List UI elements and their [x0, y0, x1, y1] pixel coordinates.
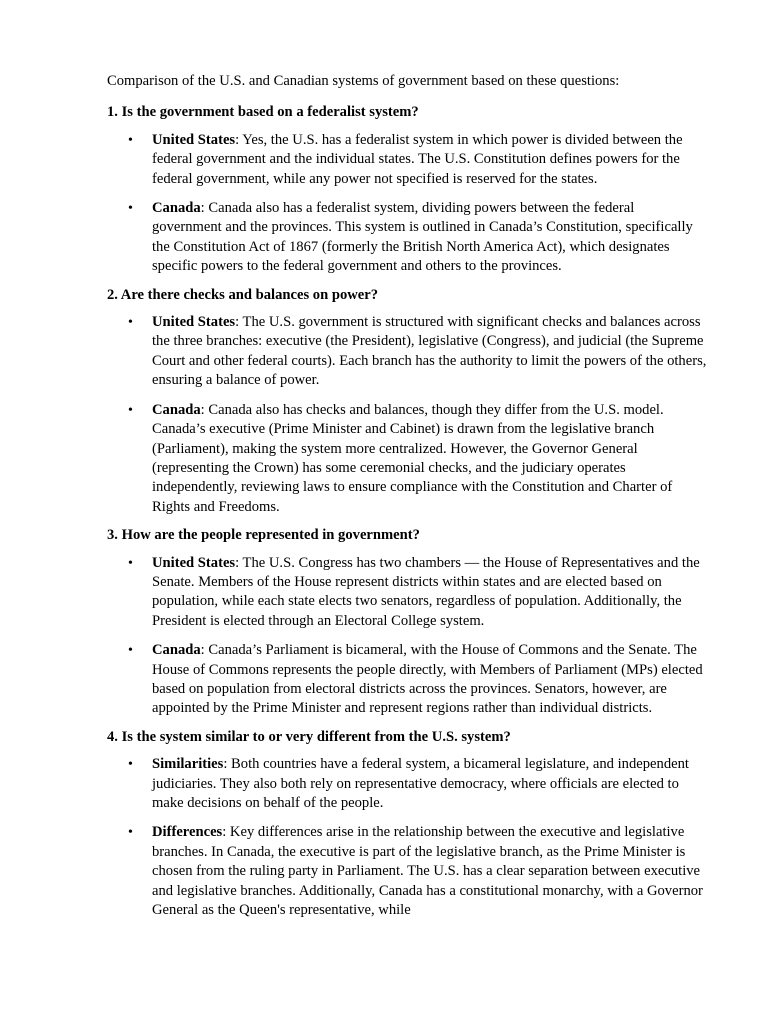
- item-text: : Canada also has checks and balances, though they differ from the U.S. model. Canada’s executive (Prime Minister and Cabinet) is drawn from the legislative branch (Parliament), making the system more centralized. However, the Governor General (representing the Crown) has some ceremonial checks, and the judiciary operates independently, reviewing laws to ensure compliance with the Constitution and Charter of Rights and Freedoms.: [152, 401, 673, 515]
- item-text: : Canada’s Parliament is bicameral, with the House of Commons and the Senate. The House of Commons represents the people directly, with Members of Parliament (MPs) elected based on population from electoral districts across the provinces. Senators, however, are appointed by the Prime Minister and represent regions rather than individual districts.: [152, 642, 703, 717]
- item-text: : Key differences arise in the relationship between the executive and legislative branches. In Canada, the executive is part of the legislative branch, as the Prime Minister is chosen from the ruling party in Parliament. The U.S. has a clear separation between executive and legislative branches. Additionally, Canada has a constitutional monarchy, with a Governor General as the Queen's representative, while: [152, 824, 703, 919]
- item-term: Canada: [152, 401, 201, 418]
- bullet-icon: •: [128, 757, 133, 773]
- answer-list: [107, 313, 707, 517]
- item-text: : Canada also has a federalist system, dividing powers between the federal government and the provinces. This system is outlined in Canada’s Constitution, specifically the Constitution Act of 1867 (formerly the British North America Act), which designates specific powers to the federal government and others to the provinces.: [152, 200, 693, 275]
- question-heading: 2. Are there checks and balances on power?: [107, 286, 379, 303]
- document-page: [107, 72, 707, 929]
- item-term: Canada: [152, 642, 201, 659]
- item-term: Differences: [152, 824, 223, 841]
- bullet-icon: •: [128, 315, 133, 331]
- bullet-icon: •: [128, 825, 133, 841]
- list-item: [107, 313, 707, 391]
- item-term: United States: [152, 131, 236, 148]
- intro-paragraph: Comparison of the U.S. and Canadian systems of government based on these questions:: [107, 73, 620, 89]
- list-item: [107, 131, 707, 189]
- answer-list: [107, 131, 707, 277]
- section-representation: [107, 526, 707, 719]
- list-item: [107, 641, 707, 719]
- question-heading: 1. Is the government based on a federalist system?: [107, 104, 419, 121]
- item-text: : Yes, the U.S. has a federalist system in which power is divided between the federal government and the individual states. The U.S. Constitution defines powers for the federal government, while any power not specified is reserved for the states.: [152, 131, 683, 187]
- bullet-icon: •: [128, 201, 133, 217]
- item-term: Similarities: [152, 756, 224, 773]
- list-item: [107, 199, 707, 277]
- bullet-icon: •: [128, 643, 133, 659]
- list-item: [107, 823, 707, 920]
- question-heading: 3. How are the people represented in government?: [107, 527, 420, 544]
- item-text: : Both countries have a federal system, a bicameral legislature, and independent judiciaries. They also both rely on representative democracy, where officials are elected to make decisions on behalf of the people.: [152, 756, 689, 811]
- item-text: : The U.S. government is structured with significant checks and balances across the three branches: executive (the President), legislative (Congress), and judicial (the Supreme Court and other federal courts). Each branch has the authority to limit the powers of the others, ensuring a balance of power.: [152, 314, 707, 389]
- bullet-icon: •: [128, 402, 133, 418]
- item-term: Canada: [152, 200, 201, 217]
- answer-list: [107, 755, 707, 920]
- list-item: [107, 401, 707, 517]
- item-term: United States: [152, 314, 236, 331]
- section-federalism: [107, 103, 707, 276]
- bullet-icon: •: [128, 132, 133, 148]
- question-heading: 4. Is the system similar to or very different from the U.S. system?: [107, 728, 511, 745]
- item-text: : The U.S. Congress has two chambers — the House of Representatives and the Senate. Members of the House represent districts within states and are elected based on population, while each state elects two senators, regardless of population. Additionally, the President is elected through an Electoral College system.: [152, 554, 700, 629]
- section-comparison: [107, 728, 707, 921]
- item-term: United States: [152, 554, 236, 571]
- answer-list: [107, 554, 707, 719]
- list-item: [107, 755, 707, 813]
- section-checks-balances: [107, 286, 707, 517]
- bullet-icon: •: [128, 555, 133, 571]
- list-item: [107, 554, 707, 632]
